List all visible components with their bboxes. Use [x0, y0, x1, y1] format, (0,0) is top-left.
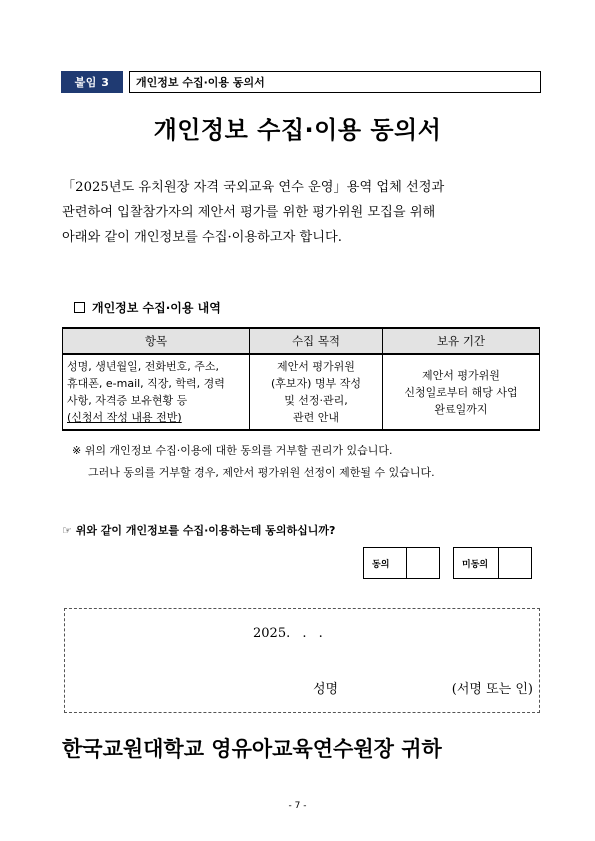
items-line: 사항, 자격증 보유현황 등 [67, 394, 188, 407]
period-line: 제안서 평가위원 [422, 368, 500, 382]
disagree-option[interactable] [453, 547, 532, 579]
table-header-row [63, 328, 540, 354]
purpose-cell [250, 354, 383, 430]
notes [72, 440, 435, 484]
recipient: 한국교원대학교 영유아교육연수원장 귀하 [62, 736, 442, 761]
sign-note[interactable]: (서명 또는 인) [451, 682, 533, 697]
square-bullet-icon [74, 302, 85, 313]
table-header-period: 보유 기간 [383, 328, 540, 354]
table-header-items: 항목 [63, 328, 250, 354]
disagree-label: 미동의 [454, 548, 499, 578]
table-row [63, 354, 540, 430]
note-line: 그러나 동의를 거부할 경우, 제안서 평가위원 선정이 제한될 수 있습니다. [88, 466, 435, 479]
period-line: 완료일까지 [434, 402, 488, 416]
section-heading [74, 299, 221, 316]
period-cell [383, 354, 540, 430]
note-line: ※ 위의 개인정보 수집·이용에 대한 동의를 거부할 권리가 있습니다. [72, 444, 393, 457]
disagree-checkbox[interactable] [499, 548, 531, 578]
intro-paragraph [62, 175, 542, 250]
name-label: 성명 [313, 682, 339, 697]
purpose-line: 관련 안내 [292, 411, 339, 424]
pointing-hand-icon: ☞ [62, 524, 72, 537]
attachment-tag: 붙임 3 [61, 71, 123, 93]
question-text: 위와 같이 개인정보를 수집·이용하는데 동의하십니까? [75, 524, 336, 537]
agree-label: 동의 [364, 548, 407, 578]
page-title: 개인정보 수집·이용 동의서 [153, 116, 442, 144]
purpose-line: 및 선정·관리, [284, 394, 348, 407]
signature-date[interactable]: 2025. . . [253, 626, 323, 641]
items-note: (신청서 작성 내용 전반) [67, 411, 182, 424]
intro-line: 관련하여 입찰참가자의 제안서 평가를 위한 평가위원 모집을 위해 [62, 205, 436, 220]
page-number: - 7 - [288, 801, 307, 811]
purpose-line: 제안서 평가위원 [277, 360, 355, 373]
intro-line: 「2025년도 유치원장 자격 국외교육 연수 운영」용역 업체 선정과 [62, 180, 445, 195]
attachment-header [61, 71, 541, 93]
collection-table [62, 327, 540, 431]
attachment-label: 개인정보 수집·이용 동의서 [129, 71, 541, 93]
purpose-line: (후보자) 명부 작성 [271, 377, 361, 390]
agree-checkbox[interactable] [407, 548, 439, 578]
period-line: 신청일로부터 해당 사업 [404, 385, 518, 399]
consent-question [62, 522, 335, 538]
items-line: 성명, 생년월일, 전화번호, 주소, [67, 360, 219, 373]
items-line: 휴대폰, e-mail, 직장, 학력, 경력 [67, 377, 225, 390]
intro-line: 아래와 같이 개인정보를 수집·이용하고자 합니다. [62, 230, 342, 245]
signature-box [64, 608, 540, 713]
section-title: 개인정보 수집·이용 내역 [92, 301, 221, 315]
items-cell [63, 354, 250, 430]
table-header-purpose: 수집 목적 [250, 328, 383, 354]
agree-option[interactable] [363, 547, 440, 579]
